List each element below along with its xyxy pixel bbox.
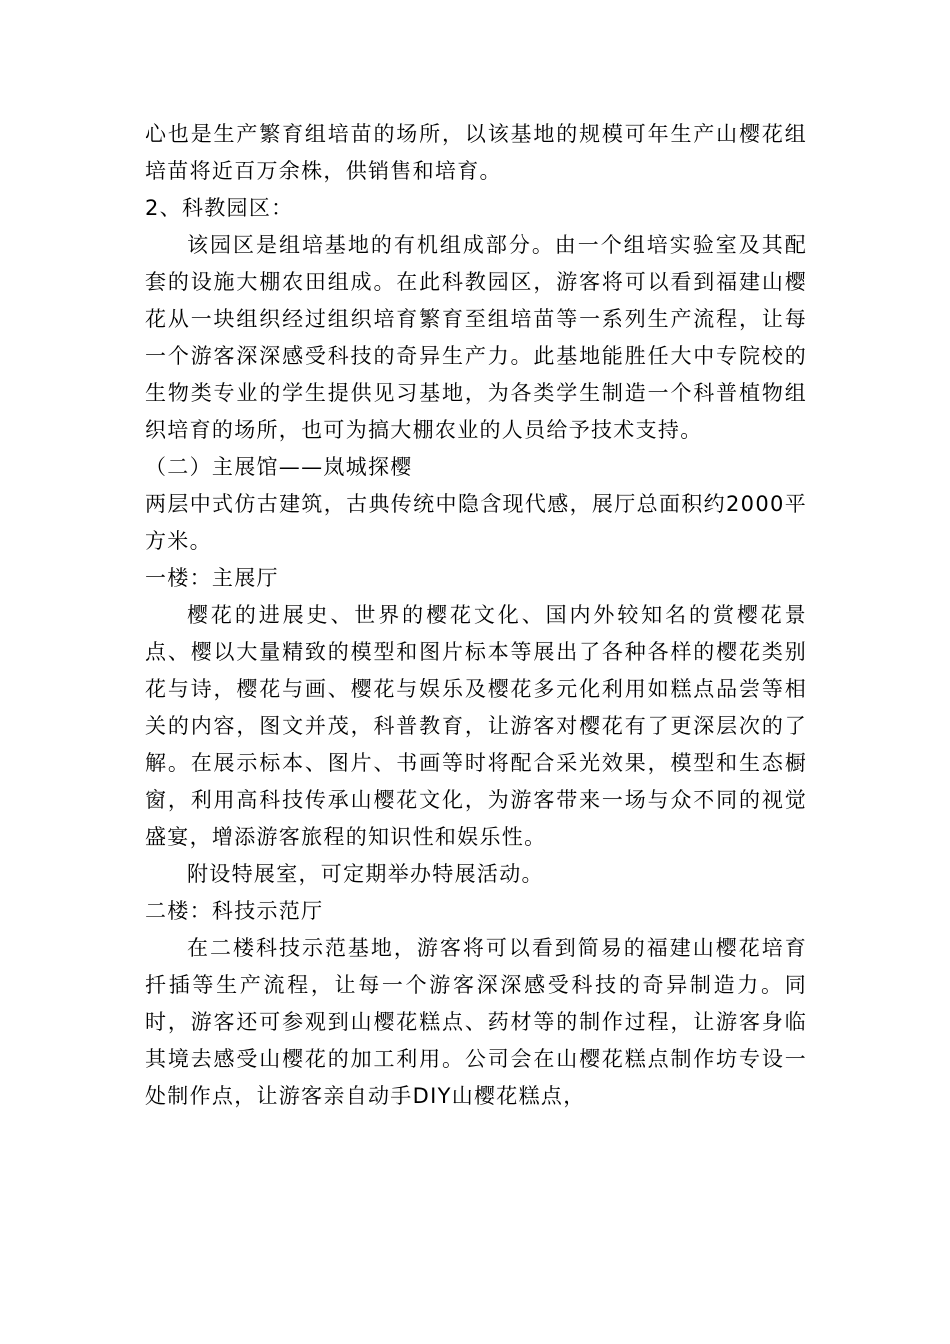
document-body [145,116,807,1115]
paragraph-science-park: 该园区是组培基地的有机组成部分。由一个组培实验室及其配套的设施大棚农田组成。在此科教园区，游客将可以看到福建山樱花从一块组织经过组织培育繁育至组培苗等一系列生产流程，让每一个游客深深感受科技的奇异生产力。此基地能胜任大中专院校的生物类专业的学生提供见习基地，为各类学生制造一个科普植物组织培育的场所，也可为搞大棚农业的人员给予技术支持。 [145,233,807,442]
heading-second-floor: 二楼：科技示范厅 [145,899,324,923]
paragraph-first-floor: 樱花的进展史、世界的樱花文化、国内外较知名的赏樱花景点、樱以大量精致的模型和图片标本等展出了各种各样的樱花类别花与诗，樱花与画、樱花与娱乐及樱花多元化利用如糕点品尝等相关的内容，图文并茂，科普教育，让游客对樱花有了更深层次的了解。在展示标本、图片、书画等时将配合采光效果，模型和生态橱窗，利用高科技传承山樱花文化，为游客带来一场与众不同的视觉盛宴，增添游客旅程的知识性和娱乐性。 [145,603,807,849]
paragraph-main-hall: 两层中式仿古建筑，古典传统中隐含现代感，展厅总面积约2000平方米。 [145,492,807,553]
heading-main-hall: （二）主展馆——岚城探樱 [145,455,413,479]
paragraph-second-floor: 在二楼科技示范基地，游客将可以看到简易的福建山樱花培育扦插等生产流程，让每一个游客深深感受科技的奇异制造力。同时，游客还可参观到山樱花糕点、药材等的制作过程，让游客身临其境去感受山樱花的加工利用。公司会在山樱花糕点制作坊专设一处制作点，让游客亲自动手DIY山樱花糕点， [145,936,807,1108]
paragraph-continued-intro: 心也是生产繁育组培苗的场所，以该基地的规模可年生产山樱花组培苗将近百万余株，供销售和培育。 [145,122,807,183]
heading-first-floor: 一楼：主展厅 [145,566,279,590]
heading-science-park: 2、科教园区： [145,196,294,220]
paragraph-special-room: 附设特展室，可定期举办特展活动。 [187,862,544,886]
